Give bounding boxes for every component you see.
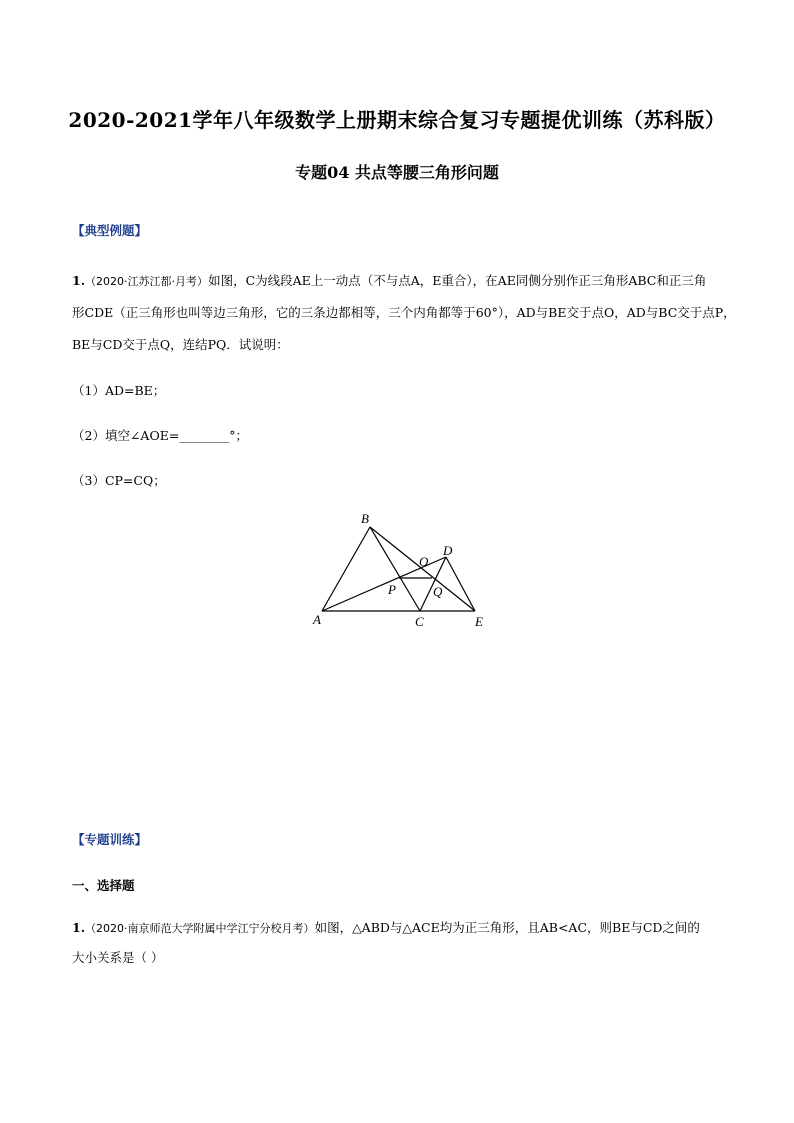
training-problem-1-line-1 (72, 918, 700, 936)
label-O: O (419, 554, 429, 569)
label-A: A (313, 612, 321, 627)
training-subheading: 一、选择题 (72, 878, 135, 893)
document-title: 2020-2021学年八年级数学上册期末综合复习专题提优训练（苏科版） (68, 108, 726, 132)
document-subtitle: 专题04 共点等腰三角形问题 (295, 163, 499, 182)
example-question-1: （1）AD=BE； (72, 383, 166, 398)
label-P: P (388, 582, 396, 597)
example-problem-1-line-2: 形CDE（正三角形也叫等边三角形，它的三条边都相等，三个内角都等于60°），AD与BE交于点O，AD与BC交于点P， (72, 305, 736, 320)
training-problem-1-line-2: 大小关系是（ ） (72, 950, 164, 965)
example-problem-1-line-3: BE与CD交于点Q，连结PQ．试说明： (72, 337, 289, 352)
training-section-heading: 【专题训练】 (72, 832, 148, 847)
example-question-2: （2）填空∠AOE=________°； (72, 428, 249, 443)
label-D: D (443, 543, 453, 558)
label-E: E (475, 614, 483, 629)
problem-number: 1. (72, 920, 86, 935)
label-Q: Q (433, 584, 443, 599)
problem-source: （2020·南京师范大学附属中学江宁分校月考） (85, 922, 315, 935)
label-C: C (415, 614, 424, 629)
problem-source: （2020·江苏江都·月考） (85, 275, 209, 288)
segment-DE (446, 557, 475, 611)
segment-BC (370, 527, 420, 611)
example-question-3: （3）CP=CQ； (72, 473, 166, 488)
problem-text: 如图，C为线段AE上一动点（不与点A，E重合），在AE同侧分别作正三角形ABC和正三角 (208, 273, 707, 288)
problem-text: 如图，△ABD与△ACE均为正三角形，且AB<AC，则BE与CD之间的 (314, 920, 700, 935)
label-B: B (361, 511, 369, 526)
segment-BE (370, 527, 475, 611)
problem-number: 1. (72, 273, 86, 288)
example-section-heading: 【典型例题】 (72, 223, 148, 238)
segment-AB (322, 527, 370, 611)
